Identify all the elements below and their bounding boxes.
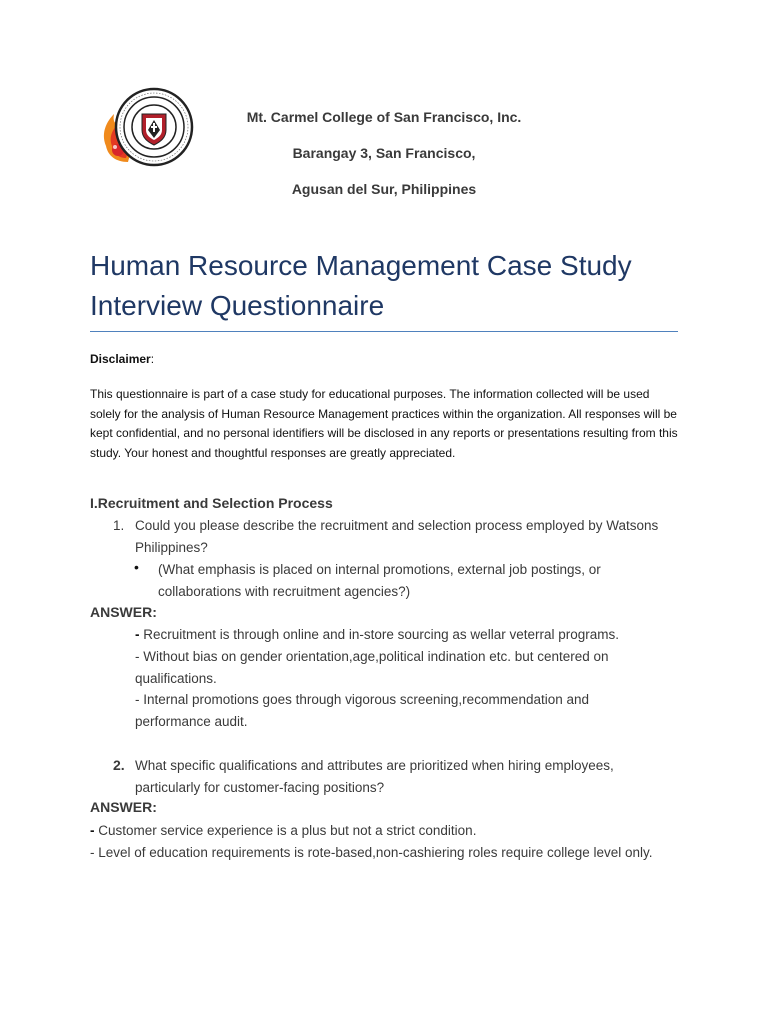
answer-1-line-3: - Internal promotions goes through vigorous screening,recommendation and performance audit. xyxy=(135,692,590,729)
address-line-1: Barangay 3, San Francisco, xyxy=(292,145,476,161)
document-title xyxy=(90,246,690,326)
title-divider xyxy=(90,331,678,332)
answer-1-line-2: - Without bias on gender orientation,age,political indination etc. but centered on qualifications. xyxy=(135,649,609,686)
answer-label-1: ANSWER: xyxy=(90,604,157,620)
answer-label-2: ANSWER: xyxy=(90,799,157,815)
answer-1-line-1: - Recruitment is through online and in-store sourcing as wellar veterral programs. xyxy=(135,627,619,642)
question-1-text: Could you please describe the recruitment and selection process employed by Watsons Philippines? xyxy=(135,518,659,555)
disclaimer-label: Disclaimer: xyxy=(90,352,155,366)
answer-2-line-1: - Customer service experience is a plus but not a strict condition. xyxy=(90,823,477,838)
question-1-subtext: (What emphasis is placed on internal promotions, external job postings, or collaborations with recruitment agencies?) xyxy=(158,562,601,599)
question-2-text: What specific qualifications and attributes are prioritized when hiring employees, particularly for customer-facing positions? xyxy=(135,758,614,795)
address-line-2: Agusan del Sur, Philippines xyxy=(291,181,477,197)
title-line-1: Human Resource Management Case Study xyxy=(90,250,632,281)
college-name: Mt. Carmel College of San Francisco, Inc. xyxy=(246,109,522,125)
title-line-2: Interview Questionnaire xyxy=(90,290,385,321)
disclaimer-text: This questionnaire is part of a case study for educational purposes. The information collected will be used solely for the analysis of Human Resource Management practices within the organization. All responses will be kept confidential, and no personal identifiers will be disclosed in any reports or presentations resulting from this study. Your honest and thoughtful responses are greatly appreciated. xyxy=(90,387,678,460)
question-1-number: 1. xyxy=(113,518,125,533)
letterhead xyxy=(190,107,578,215)
answer-2-line-2: - Level of education requirements is rote-based,non-cashiering roles require college level only. xyxy=(90,845,653,860)
section-heading: I.Recruitment and Selection Process xyxy=(90,495,333,511)
bullet-icon: • xyxy=(134,559,139,575)
question-2-number: 2. xyxy=(113,757,125,773)
college-seal-icon xyxy=(98,84,194,174)
